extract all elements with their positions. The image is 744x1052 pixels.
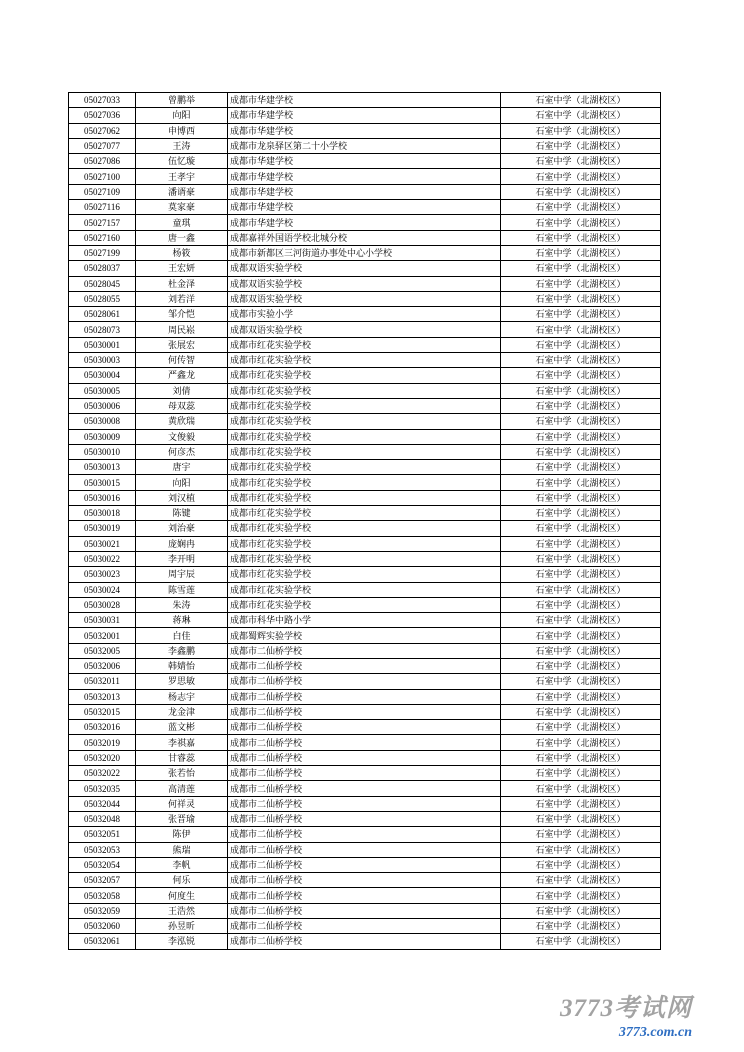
exam-id-cell: 05027157 — [69, 215, 136, 230]
table-row — [69, 796, 661, 811]
student-name-cell: 王浩然 — [136, 903, 228, 918]
admitted-school-cell: 石室中学（北湖校区） — [501, 291, 661, 306]
admitted-school-cell: 石室中学（北湖校区） — [501, 322, 661, 337]
exam-id-cell: 05032016 — [69, 720, 136, 735]
exam-id-cell: 05030013 — [69, 460, 136, 475]
origin-school-cell: 成都市二仙桥学校 — [228, 704, 501, 719]
table-row — [69, 781, 661, 796]
admitted-school-cell: 石室中学（北湖校区） — [501, 582, 661, 597]
admitted-school-cell: 石室中学（北湖校区） — [501, 169, 661, 184]
watermark — [560, 995, 692, 1040]
table-row — [69, 322, 661, 337]
origin-school-cell: 成都市二仙桥学校 — [228, 643, 501, 658]
exam-id-cell: 05030024 — [69, 582, 136, 597]
exam-id-cell: 05030018 — [69, 506, 136, 521]
exam-id-cell: 05030006 — [69, 398, 136, 413]
student-name-cell: 严鑫龙 — [136, 368, 228, 383]
student-name-cell: 甘睿蕊 — [136, 750, 228, 765]
origin-school-cell: 成都市二仙桥学校 — [228, 934, 501, 949]
admitted-school-cell: 石室中学（北湖校区） — [501, 704, 661, 719]
exam-id-cell: 05027199 — [69, 245, 136, 260]
table-row — [69, 261, 661, 276]
origin-school-cell: 成都市华建学校 — [228, 169, 501, 184]
table-row — [69, 750, 661, 765]
origin-school-cell: 成都市华建学校 — [228, 108, 501, 123]
admitted-school-cell: 石室中学（北湖校区） — [501, 444, 661, 459]
origin-school-cell: 成都市红花实验学校 — [228, 475, 501, 490]
admitted-school-cell: 石室中学（北湖校区） — [501, 108, 661, 123]
admitted-school-cell: 石室中学（北湖校区） — [501, 123, 661, 138]
table-row — [69, 628, 661, 643]
table-row — [69, 674, 661, 689]
origin-school-cell: 成都市二仙桥学校 — [228, 796, 501, 811]
table-row — [69, 383, 661, 398]
table-row — [69, 827, 661, 842]
exam-id-cell: 05027160 — [69, 230, 136, 245]
student-name-cell: 伍忆璇 — [136, 154, 228, 169]
admitted-school-cell: 石室中学（北湖校区） — [501, 521, 661, 536]
student-name-cell: 杨志宇 — [136, 689, 228, 704]
table-row — [69, 704, 661, 719]
exam-id-cell: 05030010 — [69, 444, 136, 459]
admitted-school-cell: 石室中学（北湖校区） — [501, 261, 661, 276]
watermark-site-name: 3773考试网 — [559, 995, 692, 1022]
watermark-site-url: 3773.com.cn — [618, 1024, 692, 1040]
admitted-school-cell: 石室中学（北湖校区） — [501, 750, 661, 765]
exam-id-cell: 05027077 — [69, 138, 136, 153]
student-name-cell: 熊瑞 — [136, 842, 228, 857]
table-row — [69, 720, 661, 735]
origin-school-cell: 成都双语实验学校 — [228, 291, 501, 306]
table-row — [69, 643, 661, 658]
origin-school-cell: 成都市二仙桥学校 — [228, 903, 501, 918]
admitted-school-cell: 石室中学（北湖校区） — [501, 857, 661, 872]
student-name-cell: 周宇辰 — [136, 567, 228, 582]
exam-id-cell: 05032051 — [69, 827, 136, 842]
exam-id-cell: 05027109 — [69, 184, 136, 199]
origin-school-cell: 成都市二仙桥学校 — [228, 720, 501, 735]
table-row — [69, 475, 661, 490]
table-row — [69, 506, 661, 521]
student-name-cell: 王孝宇 — [136, 169, 228, 184]
exam-id-cell: 05028045 — [69, 276, 136, 291]
exam-id-cell: 05027116 — [69, 200, 136, 215]
origin-school-cell: 成都市红花实验学校 — [228, 383, 501, 398]
origin-school-cell: 成都市科华中路小学 — [228, 613, 501, 628]
origin-school-cell: 成都市华建学校 — [228, 215, 501, 230]
table-row — [69, 689, 661, 704]
table-row — [69, 108, 661, 123]
origin-school-cell: 成都蜀辉实验学校 — [228, 628, 501, 643]
exam-id-cell: 05032053 — [69, 842, 136, 857]
exam-id-cell: 05032019 — [69, 735, 136, 750]
exam-id-cell: 05032035 — [69, 781, 136, 796]
table-row — [69, 337, 661, 352]
table-row — [69, 414, 661, 429]
admitted-school-cell: 石室中学（北湖校区） — [501, 429, 661, 444]
table-row — [69, 934, 661, 949]
origin-school-cell: 成都市红花实验学校 — [228, 551, 501, 566]
student-name-cell: 罗思敏 — [136, 674, 228, 689]
student-name-cell: 向阳 — [136, 108, 228, 123]
origin-school-cell: 成都市二仙桥学校 — [228, 857, 501, 872]
admitted-school-cell: 石室中学（北湖校区） — [501, 536, 661, 551]
origin-school-cell: 成都市龙泉驿区第二十小学校 — [228, 138, 501, 153]
student-name-cell: 邹介恺 — [136, 307, 228, 322]
origin-school-cell: 成都市红花实验学校 — [228, 506, 501, 521]
exam-id-cell: 05032006 — [69, 658, 136, 673]
origin-school-cell: 成都市红花实验学校 — [228, 337, 501, 352]
admitted-school-cell: 石室中学（北湖校区） — [501, 460, 661, 475]
table-row — [69, 919, 661, 934]
table-row — [69, 368, 661, 383]
table-row — [69, 613, 661, 628]
exam-id-cell: 05032022 — [69, 766, 136, 781]
exam-id-cell: 05032058 — [69, 888, 136, 903]
table-row — [69, 215, 661, 230]
results-table-body — [69, 93, 661, 950]
origin-school-cell: 成都市二仙桥学校 — [228, 842, 501, 857]
exam-id-cell: 05030003 — [69, 353, 136, 368]
admitted-school-cell: 石室中学（北湖校区） — [501, 766, 661, 781]
student-name-cell: 张晋瑜 — [136, 811, 228, 826]
admitted-school-cell: 石室中学（北湖校区） — [501, 307, 661, 322]
admitted-school-cell: 石室中学（北湖校区） — [501, 138, 661, 153]
origin-school-cell: 成都市新都区三河街道办事处中心小学校 — [228, 245, 501, 260]
admitted-school-cell: 石室中学（北湖校区） — [501, 368, 661, 383]
exam-id-cell: 05027086 — [69, 154, 136, 169]
admitted-school-cell: 石室中学（北湖校区） — [501, 597, 661, 612]
origin-school-cell: 成都市二仙桥学校 — [228, 689, 501, 704]
table-row — [69, 536, 661, 551]
student-name-cell: 杨筱 — [136, 245, 228, 260]
table-row — [69, 291, 661, 306]
admitted-school-cell: 石室中学（北湖校区） — [501, 276, 661, 291]
table-row — [69, 184, 661, 199]
origin-school-cell: 成都市二仙桥学校 — [228, 811, 501, 826]
student-name-cell: 童琪 — [136, 215, 228, 230]
student-name-cell: 张展宏 — [136, 337, 228, 352]
exam-id-cell: 05030008 — [69, 414, 136, 429]
student-name-cell: 龙金津 — [136, 704, 228, 719]
origin-school-cell: 成都市二仙桥学校 — [228, 888, 501, 903]
table-row — [69, 842, 661, 857]
origin-school-cell: 成都双语实验学校 — [228, 261, 501, 276]
exam-id-cell: 05032020 — [69, 750, 136, 765]
admitted-school-cell: 石室中学（北湖校区） — [501, 353, 661, 368]
admitted-school-cell: 石室中学（北湖校区） — [501, 842, 661, 857]
exam-id-cell: 05032048 — [69, 811, 136, 826]
table-row — [69, 460, 661, 475]
admitted-school-cell: 石室中学（北湖校区） — [501, 490, 661, 505]
admission-results-table — [68, 92, 661, 950]
admitted-school-cell: 石室中学（北湖校区） — [501, 184, 661, 199]
admitted-school-cell: 石室中学（北湖校区） — [501, 337, 661, 352]
origin-school-cell: 成都市华建学校 — [228, 154, 501, 169]
student-name-cell: 申博西 — [136, 123, 228, 138]
student-name-cell: 庞娴冉 — [136, 536, 228, 551]
table-row — [69, 735, 661, 750]
table-row — [69, 582, 661, 597]
admitted-school-cell: 石室中学（北湖校区） — [501, 383, 661, 398]
exam-id-cell: 05030015 — [69, 475, 136, 490]
origin-school-cell: 成都市二仙桥学校 — [228, 735, 501, 750]
table-row — [69, 230, 661, 245]
origin-school-cell: 成都市红花实验学校 — [228, 567, 501, 582]
table-row — [69, 766, 661, 781]
exam-id-cell: 05032013 — [69, 689, 136, 704]
student-name-cell: 何传智 — [136, 353, 228, 368]
table-row — [69, 811, 661, 826]
exam-id-cell: 05028061 — [69, 307, 136, 322]
student-name-cell: 潘谞豪 — [136, 184, 228, 199]
origin-school-cell: 成都嘉祥外国语学校北城分校 — [228, 230, 501, 245]
exam-id-cell: 05028073 — [69, 322, 136, 337]
origin-school-cell: 成都市二仙桥学校 — [228, 873, 501, 888]
admitted-school-cell: 石室中学（北湖校区） — [501, 720, 661, 735]
table-row — [69, 276, 661, 291]
admitted-school-cell: 石室中学（北湖校区） — [501, 245, 661, 260]
table-row — [69, 490, 661, 505]
admitted-school-cell: 石室中学（北湖校区） — [501, 873, 661, 888]
student-name-cell: 何度生 — [136, 888, 228, 903]
origin-school-cell: 成都市红花实验学校 — [228, 414, 501, 429]
origin-school-cell: 成都双语实验学校 — [228, 276, 501, 291]
admitted-school-cell: 石室中学（北湖校区） — [501, 506, 661, 521]
exam-id-cell: 05030004 — [69, 368, 136, 383]
exam-id-cell: 05027100 — [69, 169, 136, 184]
table-row — [69, 857, 661, 872]
admitted-school-cell: 石室中学（北湖校区） — [501, 919, 661, 934]
exam-id-cell: 05030022 — [69, 551, 136, 566]
origin-school-cell: 成都市红花实验学校 — [228, 429, 501, 444]
student-name-cell: 李祺嘉 — [136, 735, 228, 750]
admitted-school-cell: 石室中学（北湖校区） — [501, 398, 661, 413]
table-row — [69, 169, 661, 184]
origin-school-cell: 成都市红花实验学校 — [228, 398, 501, 413]
exam-id-cell: 05028037 — [69, 261, 136, 276]
student-name-cell: 文俊毅 — [136, 429, 228, 444]
student-name-cell: 高清莲 — [136, 781, 228, 796]
exam-id-cell: 05032005 — [69, 643, 136, 658]
exam-id-cell: 05030001 — [69, 337, 136, 352]
student-name-cell: 王涛 — [136, 138, 228, 153]
table-row — [69, 873, 661, 888]
exam-id-cell: 05032057 — [69, 873, 136, 888]
origin-school-cell: 成都市红花实验学校 — [228, 353, 501, 368]
student-name-cell: 向阳 — [136, 475, 228, 490]
origin-school-cell: 成都市华建学校 — [228, 184, 501, 199]
exam-id-cell: 05032061 — [69, 934, 136, 949]
admitted-school-cell: 石室中学（北湖校区） — [501, 93, 661, 108]
admitted-school-cell: 石室中学（北湖校区） — [501, 903, 661, 918]
table-row — [69, 903, 661, 918]
table-row — [69, 429, 661, 444]
table-row — [69, 138, 661, 153]
table-row — [69, 658, 661, 673]
student-name-cell: 周民崧 — [136, 322, 228, 337]
admitted-school-cell: 石室中学（北湖校区） — [501, 154, 661, 169]
exam-id-cell: 05030019 — [69, 521, 136, 536]
table-row — [69, 200, 661, 215]
student-name-cell: 唐一鑫 — [136, 230, 228, 245]
admitted-school-cell: 石室中学（北湖校区） — [501, 781, 661, 796]
student-name-cell: 李开明 — [136, 551, 228, 566]
student-name-cell: 何祥灵 — [136, 796, 228, 811]
student-name-cell: 李帆 — [136, 857, 228, 872]
table-row — [69, 307, 661, 322]
admitted-school-cell: 石室中学（北湖校区） — [501, 811, 661, 826]
student-name-cell: 刘汉植 — [136, 490, 228, 505]
exam-id-cell: 05030021 — [69, 536, 136, 551]
student-name-cell: 白佳 — [136, 628, 228, 643]
student-name-cell: 黄欣瑞 — [136, 414, 228, 429]
table-row — [69, 93, 661, 108]
admitted-school-cell: 石室中学（北湖校区） — [501, 551, 661, 566]
student-name-cell: 母双蕊 — [136, 398, 228, 413]
admitted-school-cell: 石室中学（北湖校区） — [501, 735, 661, 750]
table-row — [69, 521, 661, 536]
origin-school-cell: 成都市红花实验学校 — [228, 521, 501, 536]
exam-id-cell: 05028055 — [69, 291, 136, 306]
student-name-cell: 刘治豪 — [136, 521, 228, 536]
exam-id-cell: 05032044 — [69, 796, 136, 811]
origin-school-cell: 成都市二仙桥学校 — [228, 674, 501, 689]
exam-id-cell: 05030009 — [69, 429, 136, 444]
exam-id-cell: 05032001 — [69, 628, 136, 643]
exam-id-cell: 05027033 — [69, 93, 136, 108]
exam-id-cell: 05030005 — [69, 383, 136, 398]
admitted-school-cell: 石室中学（北湖校区） — [501, 230, 661, 245]
admitted-school-cell: 石室中学（北湖校区） — [501, 643, 661, 658]
student-name-cell: 何乐 — [136, 873, 228, 888]
table-row — [69, 567, 661, 582]
origin-school-cell: 成都市红花实验学校 — [228, 582, 501, 597]
admitted-school-cell: 石室中学（北湖校区） — [501, 200, 661, 215]
exam-id-cell: 05030031 — [69, 613, 136, 628]
student-name-cell: 蓝文彬 — [136, 720, 228, 735]
exam-id-cell: 05027062 — [69, 123, 136, 138]
origin-school-cell: 成都市二仙桥学校 — [228, 750, 501, 765]
student-name-cell: 陈键 — [136, 506, 228, 521]
origin-school-cell: 成都市二仙桥学校 — [228, 781, 501, 796]
student-name-cell: 蒋琳 — [136, 613, 228, 628]
admitted-school-cell: 石室中学（北湖校区） — [501, 613, 661, 628]
table-row — [69, 353, 661, 368]
table-row — [69, 597, 661, 612]
origin-school-cell: 成都市实验小学 — [228, 307, 501, 322]
admitted-school-cell: 石室中学（北湖校区） — [501, 658, 661, 673]
table-row — [69, 245, 661, 260]
student-name-cell: 张若怡 — [136, 766, 228, 781]
origin-school-cell: 成都市红花实验学校 — [228, 597, 501, 612]
table-row — [69, 444, 661, 459]
student-name-cell: 刘倩 — [136, 383, 228, 398]
admitted-school-cell: 石室中学（北湖校区） — [501, 934, 661, 949]
origin-school-cell: 成都市二仙桥学校 — [228, 658, 501, 673]
admitted-school-cell: 石室中学（北湖校区） — [501, 888, 661, 903]
origin-school-cell: 成都市二仙桥学校 — [228, 766, 501, 781]
origin-school-cell: 成都市红花实验学校 — [228, 460, 501, 475]
admitted-school-cell: 石室中学（北湖校区） — [501, 827, 661, 842]
origin-school-cell: 成都双语实验学校 — [228, 322, 501, 337]
origin-school-cell: 成都市红花实验学校 — [228, 536, 501, 551]
table-row — [69, 551, 661, 566]
exam-id-cell: 05032015 — [69, 704, 136, 719]
origin-school-cell: 成都市红花实验学校 — [228, 444, 501, 459]
exam-id-cell: 05027036 — [69, 108, 136, 123]
student-name-cell: 王宏妍 — [136, 261, 228, 276]
student-name-cell: 孙昱昕 — [136, 919, 228, 934]
exam-id-cell: 05030028 — [69, 597, 136, 612]
origin-school-cell: 成都市红花实验学校 — [228, 490, 501, 505]
admitted-school-cell: 石室中学（北湖校区） — [501, 414, 661, 429]
admitted-school-cell: 石室中学（北湖校区） — [501, 628, 661, 643]
admitted-school-cell: 石室中学（北湖校区） — [501, 567, 661, 582]
student-name-cell: 唐宇 — [136, 460, 228, 475]
student-name-cell: 杜金泽 — [136, 276, 228, 291]
exam-id-cell: 05032060 — [69, 919, 136, 934]
table-row — [69, 398, 661, 413]
exam-id-cell: 05032059 — [69, 903, 136, 918]
exam-id-cell: 05030016 — [69, 490, 136, 505]
student-name-cell: 李泓锐 — [136, 934, 228, 949]
table-row — [69, 123, 661, 138]
exam-id-cell: 05032054 — [69, 857, 136, 872]
student-name-cell: 朱涛 — [136, 597, 228, 612]
admitted-school-cell: 石室中学（北湖校区） — [501, 796, 661, 811]
admitted-school-cell: 石室中学（北湖校区） — [501, 475, 661, 490]
admitted-school-cell: 石室中学（北湖校区） — [501, 674, 661, 689]
student-name-cell: 刘若洋 — [136, 291, 228, 306]
student-name-cell: 陈伊 — [136, 827, 228, 842]
student-name-cell: 陈雪莲 — [136, 582, 228, 597]
table-row — [69, 888, 661, 903]
origin-school-cell: 成都市二仙桥学校 — [228, 919, 501, 934]
origin-school-cell: 成都市红花实验学校 — [228, 368, 501, 383]
student-name-cell: 韩婧怡 — [136, 658, 228, 673]
student-name-cell: 李鑫鹏 — [136, 643, 228, 658]
origin-school-cell: 成都市华建学校 — [228, 123, 501, 138]
origin-school-cell: 成都市华建学校 — [228, 200, 501, 215]
student-name-cell: 莫家豪 — [136, 200, 228, 215]
student-name-cell: 何彦杰 — [136, 444, 228, 459]
student-name-cell: 曾鹏举 — [136, 93, 228, 108]
origin-school-cell: 成都市华建学校 — [228, 93, 501, 108]
admitted-school-cell: 石室中学（北湖校区） — [501, 215, 661, 230]
exam-id-cell: 05032011 — [69, 674, 136, 689]
admitted-school-cell: 石室中学（北湖校区） — [501, 689, 661, 704]
table-row — [69, 154, 661, 169]
exam-id-cell: 05030023 — [69, 567, 136, 582]
origin-school-cell: 成都市二仙桥学校 — [228, 827, 501, 842]
